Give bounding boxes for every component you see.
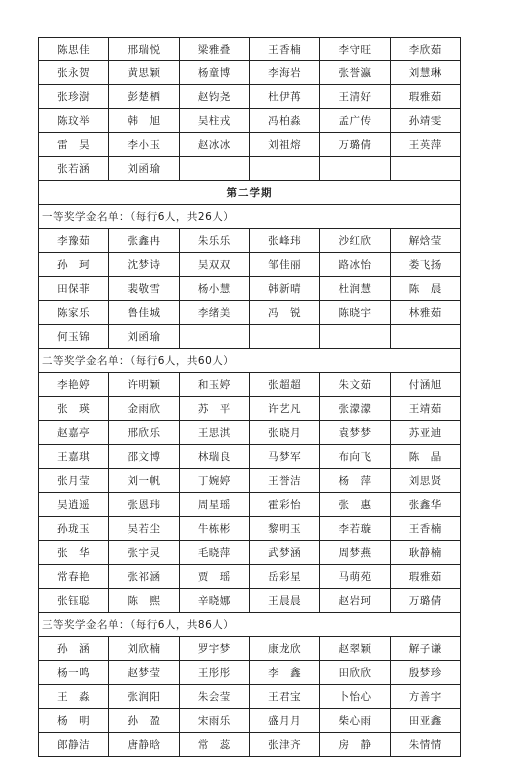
name-cell: 赵冰冰 [180,133,250,156]
section-header: 一等奖学金名单：（每行6人，共26人） [38,205,461,229]
name-cell: 宋雨乐 [180,709,250,732]
name-cell: 鲁佳城 [109,301,179,324]
table-row [38,517,461,541]
name-cell: 李守旺 [320,38,390,60]
name-cell: 彭楚栖 [109,85,179,108]
name-cell: 王嘉琪 [39,445,109,468]
name-cell: 陈 晨 [408,283,442,295]
name-cell: 辛晓娜 [180,589,250,612]
name-cell: 刘函瑜 [109,325,179,348]
name-cell: 李绪美 [180,301,250,324]
table-row [38,133,461,157]
name-cell: 康龙欣 [250,637,320,660]
name-cell: 苏 平 [180,397,250,420]
name-cell: 贾 瑶 [180,565,250,588]
name-cell: 金雨欣 [109,397,179,420]
semester-title: 第二学期 [38,181,461,205]
name-cell: 吴柱戎 [180,109,250,132]
name-cell: 张峰玮 [250,229,320,252]
name-cell: 张钰聪 [39,589,109,612]
name-cell: 梁雅叠 [180,38,250,60]
name-cell: 刘思贤 [408,475,442,487]
name-cell: 吴逍遥 [39,493,109,516]
table-row [38,685,461,709]
table-row [38,589,461,613]
name-cell: 瑕雅茹 [408,91,442,103]
name-cell: 沙红欣 [320,229,390,252]
name-cell: 张 瑛 [39,397,109,420]
name-cell: 陈晓宇 [320,301,390,324]
table-row [38,661,461,685]
name-cell: 张宇灵 [109,541,179,564]
name-cell: 张晓月 [250,421,320,444]
name-cell: 林瑞良 [180,445,250,468]
table-row [38,493,461,517]
name-cell: 赵翠颖 [320,637,390,660]
name-cell: 王誉洁 [250,469,320,492]
name-cell: 刘祖熔 [250,133,320,156]
name-cell: 张誉瀛 [320,61,390,84]
name-cell: 赵钧尧 [180,85,250,108]
name-cell [391,157,460,180]
name-cell: 赵嘉亭 [39,421,109,444]
name-cell: 解子谦 [408,643,442,655]
table-row [38,37,461,61]
name-cell: 孙 涵 [39,637,109,660]
name-cell: 陈家乐 [39,301,109,324]
name-cell: 霍彩怡 [250,493,320,516]
table-row [38,445,461,469]
name-cell: 邵文博 [109,445,179,468]
name-cell: 唐静晗 [109,733,179,756]
name-cell: 雷 昊 [39,133,109,156]
name-cell: 邹佳丽 [250,253,320,276]
name-cell: 邢瑞悦 [109,38,179,60]
name-cell: 郎静洁 [39,733,109,756]
name-cell: 瑕雅茹 [408,571,442,583]
name-cell: 和玉婷 [180,373,250,396]
name-cell: 赵岩珂 [320,589,390,612]
name-cell: 张恩玮 [109,493,179,516]
name-cell: 路冰怡 [320,253,390,276]
name-cell: 朱乐乐 [180,229,250,252]
name-cell [391,325,460,348]
name-cell: 杨一鸣 [39,661,109,684]
name-cell: 李 鑫 [250,661,320,684]
table-row [38,325,461,349]
name-cell: 李小玉 [109,133,179,156]
name-cell: 王晨晨 [250,589,320,612]
name-cell: 张 惠 [320,493,390,516]
name-cell: 孙 盈 [109,709,179,732]
name-cell: 张润阳 [109,685,179,708]
name-cell: 陈玟举 [39,109,109,132]
name-cell: 牛栋彬 [180,517,250,540]
name-cell: 周梦燕 [320,541,390,564]
name-cell: 罗宇梦 [180,637,250,660]
table-row [38,469,461,493]
name-cell: 张濛濛 [320,397,390,420]
name-cell: 杨童博 [180,61,250,84]
name-cell: 许艺凡 [250,397,320,420]
name-cell: 何玉锦 [39,325,109,348]
name-cell: 杜润慧 [320,277,390,300]
name-cell: 田欣欣 [320,661,390,684]
name-cell: 刘慧琳 [408,67,442,79]
table-row [38,541,461,565]
name-cell: 黄思颖 [109,61,179,84]
name-cell: 常 蕊 [180,733,250,756]
name-cell: 韩 旭 [109,109,179,132]
name-cell: 赵梦莹 [109,661,179,684]
table-row [38,253,461,277]
name-cell: 孙 珂 [39,253,109,276]
name-cell: 李欣茹 [408,43,442,56]
name-cell: 苏亚迪 [408,427,442,439]
name-cell: 王清好 [320,85,390,108]
table-row [38,229,461,253]
name-cell: 王英萍 [408,139,442,151]
name-cell: 丁婉婷 [180,469,250,492]
name-cell: 盛月月 [250,709,320,732]
name-cell: 张永贺 [39,61,109,84]
name-cell [180,157,250,180]
name-cell: 张珍澍 [39,85,109,108]
name-cell: 张若涵 [39,157,109,180]
name-cell: 房 静 [320,733,390,756]
name-cell: 张月莹 [39,469,109,492]
name-cell: 柴心雨 [320,709,390,732]
name-cell: 陈思佳 [39,38,109,60]
name-cell: 王彤彤 [180,661,250,684]
name-cell: 耿静楠 [408,547,442,559]
name-cell: 娄飞扬 [408,259,442,271]
name-cell: 万璐倩 [408,595,442,607]
name-cell: 卜怡心 [320,685,390,708]
name-cell: 陈 熙 [109,589,179,612]
name-cell [320,325,390,348]
name-cell: 王靖茹 [408,403,442,415]
name-cell: 朱情情 [408,739,442,751]
table-row [38,61,461,85]
name-cell: 朱会莹 [180,685,250,708]
name-cell: 张鑫华 [408,499,442,511]
table-row [38,157,461,181]
name-cell [180,325,250,348]
name-cell: 马萌苑 [320,565,390,588]
name-cell: 李豫茹 [39,229,109,252]
table-row [38,565,461,589]
name-cell: 孙珑玉 [39,517,109,540]
name-cell: 邢欣乐 [109,421,179,444]
name-cell [320,157,390,180]
name-cell: 杨 明 [39,709,109,732]
name-cell: 刘欣楠 [109,637,179,660]
name-cell: 张津齐 [250,733,320,756]
name-cell: 殷梦珍 [408,667,442,679]
name-cell: 吴若尘 [109,517,179,540]
name-cell: 毛晓萍 [180,541,250,564]
table-row [38,85,461,109]
name-cell: 杜伊苒 [250,85,320,108]
name-cell: 朱文茹 [320,373,390,396]
name-cell: 林雅茹 [408,307,442,319]
name-cell: 解焓莹 [408,235,442,247]
table-row [38,637,461,661]
table-row [38,277,461,301]
name-cell: 方善宇 [408,691,442,703]
name-cell: 冯 锐 [250,301,320,324]
name-cell: 武梦涵 [250,541,320,564]
name-cell: 王香楠 [408,523,442,535]
table-row [38,733,461,757]
name-cell: 张 华 [39,541,109,564]
name-cell [250,325,320,348]
name-cell: 王思淇 [180,421,250,444]
table-row [38,373,461,397]
name-cell [250,157,320,180]
name-cell: 王 淼 [39,685,109,708]
table-row [38,421,461,445]
name-cell: 刘一帆 [109,469,179,492]
name-cell: 常春艳 [39,565,109,588]
name-cell: 冯柏淼 [250,109,320,132]
name-cell: 孟广传 [320,109,390,132]
name-cell: 刘函瑜 [109,157,179,180]
name-cell: 田保菲 [39,277,109,300]
name-cell: 黎明玉 [250,517,320,540]
section-header: 三等奖学金名单：（每行6人，共86人） [38,613,461,637]
table-row [38,709,461,733]
table-row [38,109,461,133]
name-cell: 马梦军 [250,445,320,468]
name-cell: 许明颖 [109,373,179,396]
name-cell: 陈 晶 [408,451,442,463]
table-row [38,301,461,325]
name-cell: 岳彩星 [250,565,320,588]
name-cell: 布向飞 [320,445,390,468]
name-cell: 杨小慧 [180,277,250,300]
name-cell: 袁梦梦 [320,421,390,444]
name-cell: 沈梦诗 [109,253,179,276]
name-cell: 孙靖雯 [408,115,442,127]
name-cell: 周星瑶 [180,493,250,516]
name-cell: 杨 萍 [320,469,390,492]
name-cell: 李海岩 [250,61,320,84]
name-cell: 李艳婷 [39,373,109,396]
name-cell: 张祁涵 [109,565,179,588]
name-cell: 万璐倩 [320,133,390,156]
name-cell: 裴敬雪 [109,277,179,300]
name-cell: 张超超 [250,373,320,396]
name-cell: 吴双双 [180,253,250,276]
name-cell: 田亚鑫 [408,715,442,727]
name-cell: 韩新晴 [250,277,320,300]
name-cell: 付涵旭 [408,379,442,391]
name-cell: 王君宝 [250,685,320,708]
section-header: 二等奖学金名单：（每行6人，共60人） [38,349,461,373]
table-row [38,397,461,421]
scholarship-document [38,37,461,757]
name-cell: 王香楠 [250,38,320,60]
name-cell: 张鑫冉 [109,229,179,252]
name-cell: 李若璇 [320,517,390,540]
